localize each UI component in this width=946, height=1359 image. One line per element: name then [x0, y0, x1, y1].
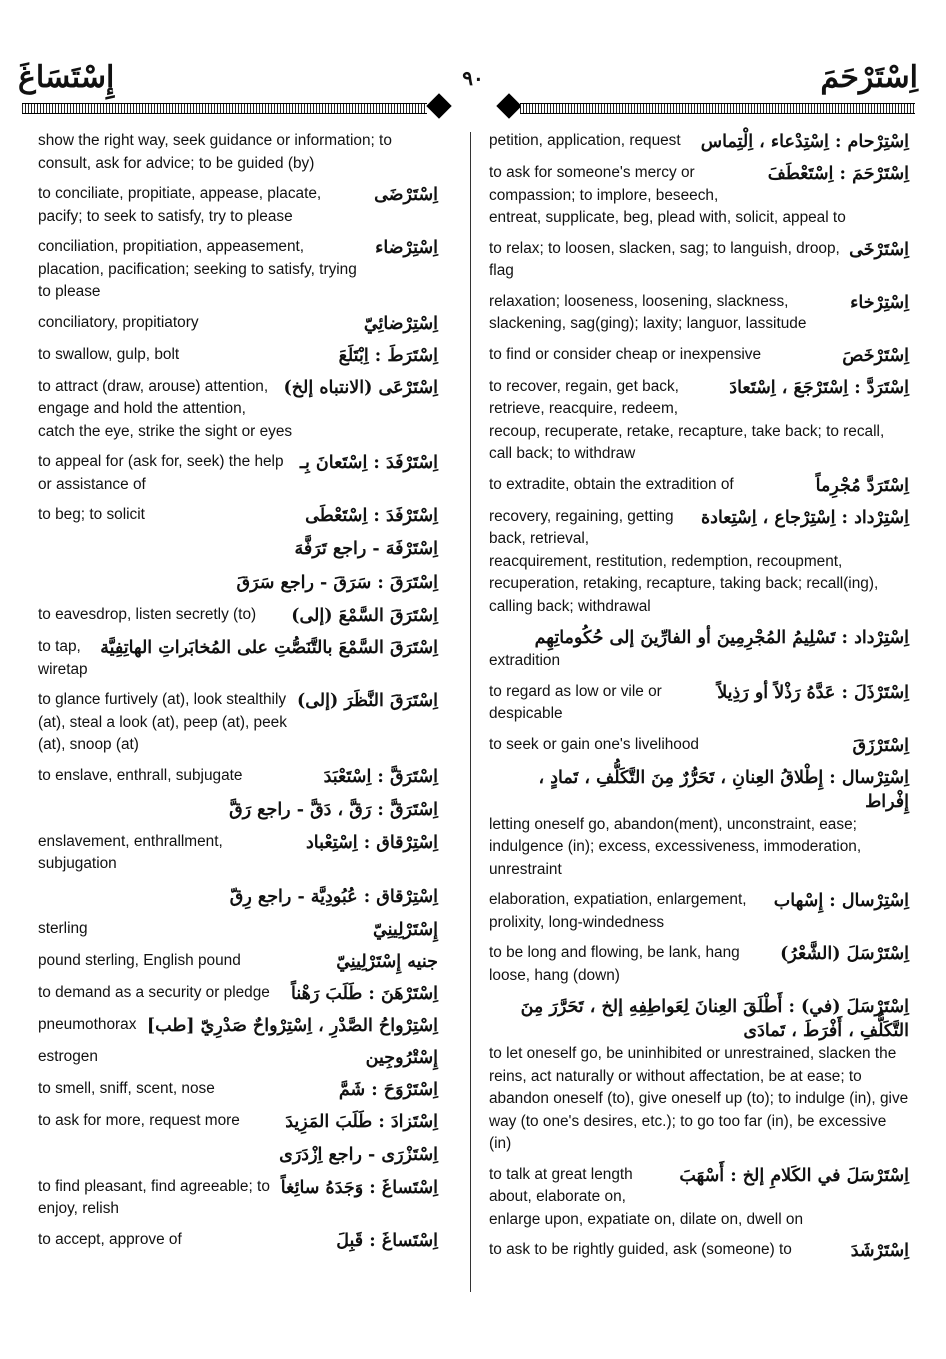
arabic-headword: اِسْتَرْخَى [849, 239, 909, 260]
dictionary-entry [38, 130, 438, 175]
arabic-headword: اِسْتَرْذَلَ : عَدَّهُ رَذْلاً أو رَذِيلاً [717, 682, 909, 703]
dictionary-entry [38, 884, 438, 910]
arabic-headword: اِسْتَساغَ : وَجَدَهُ سائِغاً [280, 1177, 438, 1198]
dictionary-entry [38, 1014, 438, 1038]
dictionary-entry [38, 950, 438, 974]
english-definition: elaboration, expatiation, enlargement, prolixity, long-windedness [489, 891, 747, 931]
english-definition: to ask to be rightly guided, ask (someone) to [489, 1241, 792, 1258]
english-definition: pneumothorax [38, 1015, 137, 1033]
dictionary-entry [38, 1110, 438, 1134]
arabic-headword: اِسْتِرْداد : اِسْتِرْجاع ، اِسْتِعادة [701, 507, 909, 528]
english-definition: to smell, sniff, scent, nose [38, 1079, 215, 1097]
dictionary-entry [38, 451, 438, 496]
dictionary-entry [38, 982, 438, 1006]
arabic-headword: اِسْتَرْفَدَ : اِسْتَعانَ بِـ [299, 453, 438, 473]
arabic-headword: اِسْتَرْسَلَ (الشَّعْرُ) [780, 944, 909, 964]
arabic-headword: اِسْتَرْشَدَ [850, 1241, 909, 1261]
arabic-headword: اِسْتَرَطَ : اِبْتَلَعَ [338, 345, 438, 366]
dictionary-entry [489, 1164, 909, 1232]
english-definition: to accept, approve of [38, 1230, 182, 1248]
english-definition: to let oneself go, be uninhibited or unrestrained, slacken the reins, act naturally or without affectation, be at ease; to abandon oneself (to), give oneself up (to); to indulge (in), give way (to one's desires, etc.); to go too far (in), be excessive (in) [489, 1045, 909, 1152]
english-definition: to demand as a security or pledge [38, 983, 270, 1001]
arabic-headword: اِسْتَرْهَنَ : طَلَبَ رَهْناً [291, 983, 438, 1004]
dictionary-entry [38, 312, 438, 336]
arabic-headword: اِسْتِرْضاء [375, 238, 438, 258]
header-left-word: إِسْتَسَاغَ [18, 60, 115, 95]
english-definition: to attract (draw, arouse) attention, engage and hold the attention, catch the eye, strike the sight or eyes [38, 377, 293, 440]
dictionary-entry [38, 570, 438, 596]
english-definition: extradition [489, 652, 561, 669]
dictionary-entry [489, 291, 909, 336]
arabic-headword: اِسْتَساغَ : قَبِلَ [336, 1230, 438, 1251]
dictionary-entry [489, 474, 909, 498]
arabic-headword: اِسْتَرَقَ السَّمْعَ (إلى) [291, 606, 438, 626]
arabic-headword: اِسْتِرْقاق : عُبُودِيَّة - راجع رِقّ [229, 886, 438, 907]
english-definition: relaxation; looseness, loosening, slackness, slackening, sag(ging); laxity; languor, lassitude [489, 292, 807, 332]
dictionary-entry [38, 831, 438, 876]
arabic-headword: اِسْتِرْحام : اِسْتِدْعاء ، اِلْتِماس [700, 132, 909, 152]
arabic-headword: اِسْتَرْسَلَ في الكَلامِ إلخ : أَسْهَبَ [679, 1165, 909, 1186]
arabic-headword: اِسْتِرْقاق : اِسْتِعْباد [305, 832, 438, 853]
english-definition: to beg; to solicit [38, 506, 145, 523]
english-definition: to eavesdrop, listen secretly (to) [38, 606, 257, 623]
english-definition: to find pleasant, find agreeable; to enjoy, relish [38, 1177, 270, 1217]
english-definition: to ask for someone's mercy or compassion; to implore, beseech, entreat, supplicate, beg, plead with, solicit, appeal to [489, 164, 846, 226]
arabic-headword: اِسْتَرَقَّ : اِسْتَعْبَدَ [323, 766, 438, 787]
right-column [489, 130, 909, 1271]
english-definition: to be long and flowing, be lank, hang loose, hang (down) [489, 944, 740, 984]
dictionary-entry [489, 376, 909, 466]
english-definition: to swallow, gulp, bolt [38, 345, 180, 363]
page-number: ٩٠ [462, 66, 484, 90]
dictionary-entry [38, 1046, 438, 1070]
dictionary-entry [489, 734, 909, 758]
dictionary-entry [489, 766, 909, 882]
dictionary-entry [38, 1176, 438, 1221]
dictionary-entry [489, 1239, 909, 1263]
dictionary-entry [38, 689, 438, 757]
arabic-headword: اِسْتَرَقَ النَّظَرَ (إلى) [296, 691, 438, 711]
dictionary-entry [489, 995, 909, 1156]
header-diamond-right [496, 93, 521, 118]
arabic-headword: اِسْتَزْرَى - راجع اِزْدَرَى [279, 1144, 438, 1165]
arabic-headword: اِسْتِرْسال : إِسْهاب [773, 891, 909, 911]
dictionary-entry [38, 918, 438, 942]
arabic-headword: اِسْتَرْحَمَ : اِسْتَعْطَفَ [767, 164, 909, 184]
english-definition: conciliatory, propitiatory [38, 313, 199, 331]
dictionary-entry [38, 536, 438, 562]
header-rule-right [520, 103, 915, 114]
arabic-headword: اِسْتَرَدَّ : اِسْتَرْجَعَ ، اِسْتَعادَ [729, 377, 909, 398]
arabic-headword: اِسْتِرْسال : إِطْلاقُ العِنانِ ، تَحَرُّرٌ مِنَ التَّكَلُّفِ ، تَمادٍ ، إِفْراط [538, 767, 909, 812]
dictionary-entry [38, 1229, 438, 1253]
dictionary-entry [38, 765, 438, 789]
english-definition: estrogen [38, 1047, 98, 1065]
header-rule-left [22, 103, 427, 114]
dictionary-entry [38, 604, 438, 628]
english-definition: enslavement, enthrallment, subjugation [38, 832, 223, 872]
english-definition: to seek or gain one's livelihood [489, 735, 699, 753]
dictionary-entry [489, 506, 909, 619]
english-definition: petition, application, request [489, 132, 681, 149]
arabic-headword: اِسْتَرَقَ : سَرَقَ - راجع سَرَقَ [236, 573, 438, 593]
arabic-headword: اِسْتَرْفَهَ - راجع تَرَفَّهَ [294, 539, 438, 559]
english-definition: to glance furtively (at), look stealthily (at), steal a look (at), peep (at), peek (at), snoop (at) [38, 691, 287, 753]
arabic-headword: اِسْتَرَدَّ مُجْرِماً [815, 475, 909, 496]
arabic-headword: اِسْتِرْضائِيّ [363, 313, 438, 334]
dictionary-entry [489, 889, 909, 934]
dictionary-entry [38, 797, 438, 823]
dictionary-entry [489, 162, 909, 230]
english-definition: to extradite, obtain the extradition of [489, 475, 734, 493]
dictionary-entry [38, 504, 438, 528]
dictionary-entry [38, 183, 438, 228]
dictionary-entry [489, 344, 909, 368]
arabic-headword: اِسْتِرْواحُ الصَّدْرِ ، اِسْتِرْواحٌ صَدْرِيّ [طب] [146, 1015, 438, 1036]
dictionary-entry [38, 376, 438, 444]
english-definition: to find or consider cheap or inexpensive [489, 345, 762, 363]
arabic-headword: اِسْتَرْوَحَ : شَمَّ [338, 1079, 438, 1100]
arabic-headword: اِسْتِرْداد : تَسْلِيمُ المُجْرِمِينَ أو الفارِّينَ إلى حُكُوماتِهِم [534, 628, 909, 648]
dictionary-entry [489, 681, 909, 726]
english-definition: to appeal for (ask for, seek) the help or assistance of [38, 453, 284, 493]
dictionary-entry [489, 626, 909, 673]
arabic-headword: اِسْتَزادَ : طَلَبَ المَزِيدَ [285, 1111, 438, 1132]
english-definition: recovery, regaining, getting back, retrieval, reacquirement, restitution, redemption, recoupment, recuperation, retaking, recapture, taking back; recall(ing), calling back; withdrawal [489, 507, 879, 615]
arabic-headword: اِسْتِرْخاء [850, 292, 909, 313]
dictionary-entry [489, 942, 909, 987]
header-right-word: اِسْتَرْحَمَ [820, 60, 918, 95]
left-column [38, 130, 438, 1261]
dictionary-entry [38, 1078, 438, 1102]
dictionary-entry [38, 236, 438, 304]
arabic-headword: إِسْتْرُوجِين [365, 1047, 438, 1068]
dictionary-entry [38, 344, 438, 368]
arabic-headword: اِسْتَرْسَلَ (في) : أَطْلَقَ العِنانَ لِعَواطِفِهِ إلخ ، تَحَرَّرَ مِنَ التَّكَلُّفِ ، أَفْرَطَ ، تَمادَى [520, 997, 909, 1041]
english-definition: conciliation, propitiation, appeasement, placation, pacification; seeking to satisfy, trying to please [38, 238, 357, 300]
column-divider [470, 132, 471, 1292]
arabic-headword: جنيه إِسْتَرْلِينِيّ [336, 951, 438, 972]
english-definition: sterling [38, 919, 88, 937]
english-definition: show the right way, seek guidance or information; to consult, ask for advice; to be guided (by) [38, 132, 392, 172]
dictionary-entry [38, 636, 438, 681]
english-definition: to recover, regain, get back, retrieve, reacquire, redeem, recoup, recuperate, retake, recapture, take back; to recall, call back; to withdraw [489, 377, 885, 462]
arabic-headword: اِسْتَرْضَى [374, 185, 438, 205]
arabic-headword: اِسْتَرَقَ السَّمْعَ بالتَّنَصُّتِ على المُخابَراتِ الهاتِفِيَّة [100, 638, 438, 658]
dictionary-entry [489, 238, 909, 283]
english-definition: to talk at great length about, elaborate on, enlarge upon, expatiate on, dilate on, dwell on [489, 1165, 804, 1228]
english-definition: to enslave, enthrall, subjugate [38, 766, 243, 784]
english-definition: to conciliate, propitiate, appease, placate, pacify; to seek to satisfy, try to please [38, 185, 322, 225]
english-definition: pound sterling, English pound [38, 951, 241, 969]
arabic-headword: اِسْتَرْخَصَ [842, 345, 909, 366]
arabic-headword: اِسْتَرْزَقَ [852, 735, 909, 756]
english-definition: to relax; to loosen, slacken, sag; to languish, droop, flag [489, 239, 840, 279]
english-definition: to tap, wiretap [38, 638, 88, 678]
arabic-headword: إِسْتَرْلِينِيّ [373, 919, 438, 940]
arabic-headword: اِسْتَرْعَى (الانتباه إلخ) [283, 377, 438, 398]
header-diamond-left [426, 93, 451, 118]
english-definition: to regard as low or vile or despicable [489, 682, 662, 722]
english-definition: letting oneself go, abandon(ment), unconstraint, ease; indulgence (in); excess, excessiveness, immoderation, unrestraint [489, 815, 862, 878]
dictionary-entry [489, 130, 909, 154]
arabic-headword: اِسْتَرْفَدَ : اِسْتَعْطَى [305, 506, 438, 526]
dictionary-entry [38, 1142, 438, 1168]
arabic-headword: اِسْتَرَقَّ : رَقَّ ، دَقَّ - راجع رَقَّ [229, 799, 438, 820]
english-definition: to ask for more, request more [38, 1111, 240, 1129]
